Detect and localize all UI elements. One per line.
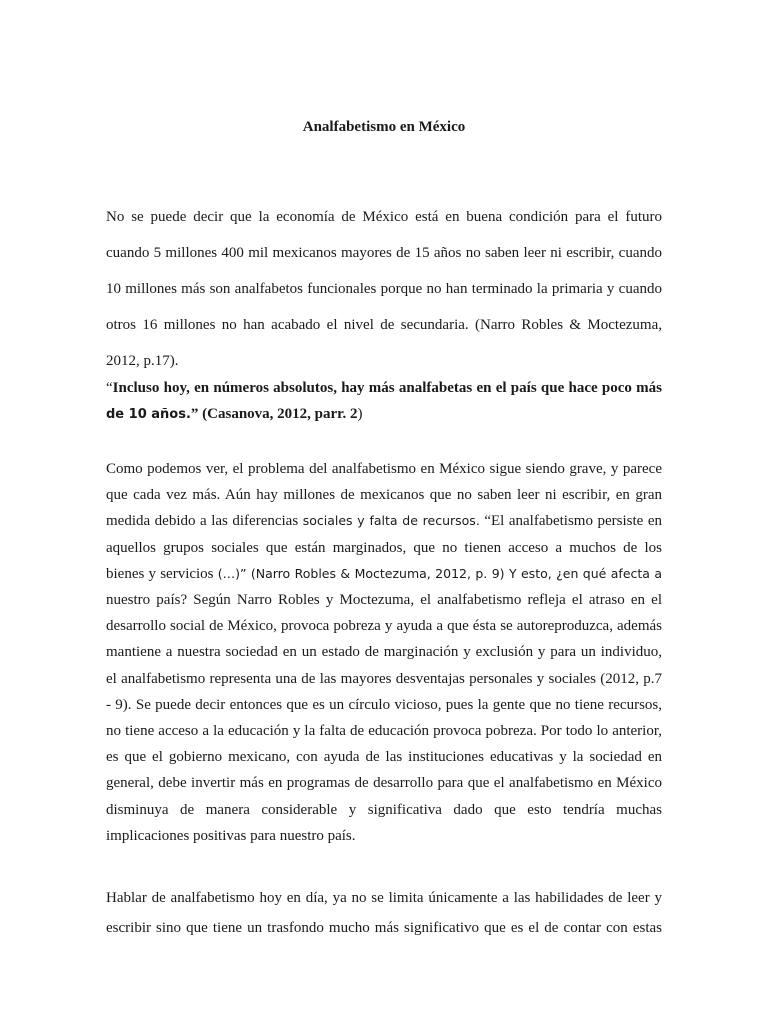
paragraph-1-line-2: cuando 5 millones 400 mil mexicanos mayores de 15 años no saben leer ni escribir, cuando: [106, 245, 662, 261]
document-title: Analfabetismo en México: [302, 119, 466, 135]
paragraph-2-line-9: el analfabetismo representa una de las mayores desventajas personales y sociales (2012, p.7: [106, 670, 662, 687]
quote-open-mark: “: [106, 380, 113, 396]
paragraph-2-line-3-a: medida debido a las diferencias: [106, 513, 299, 530]
paragraph-1-line-4: otros 16 millones no han acabado el nivel de secundaria. (Narro Robles & Moctezuma,: [106, 317, 662, 333]
paragraph-3-line-2: escribir sino que tiene un trasfondo mucho más significativo que es el de contar con estas: [106, 920, 662, 936]
paragraph-2-line-14: disminuya de manera considerable y significativa dado que esto tendría muchas: [106, 801, 662, 818]
paragraph-2-line-3-b: sociales y falta de recursos.: [302, 513, 480, 529]
paragraph-3-line-1: Hablar de analfabetismo hoy en día, ya no se limita únicamente a las habilidades de leer y: [106, 890, 662, 906]
paragraph-2-line-8: mantiene a nuestra sociedad en un estado de marginación y exclusión y para un individuo,: [106, 644, 662, 661]
paragraph-2-line-5-a: bienes y servicios: [106, 565, 214, 582]
paragraph-2-line-5-b: (…)” (Narro Robles & Moctezuma, 2012, p. 9) Y esto, ¿en qué afecta a: [217, 565, 663, 581]
paragraph-2-line-3-c: “El analfabetismo persiste en: [484, 513, 662, 530]
quote-citation: ” (Casanova, 2012, parr. 2: [190, 406, 358, 422]
paragraph-2-line-12: es que el gobierno mexicano, con ayuda de las instituciones educativas y la sociedad en: [106, 749, 662, 766]
paragraph-2-line-1: Como podemos ver, el problema del analfabetismo en México sigue siendo grave, y parece: [106, 461, 662, 477]
paragraph-2-line-5: [106, 561, 662, 587]
block-quote: [106, 375, 662, 428]
paragraph-2-line-10: - 9). Se puede decir entonces que es un círculo vicioso, pues la gente que no tiene recursos,: [106, 696, 662, 713]
paragraph-2-line-13: general, debe invertir más en programas de desarrollo para que el analfabetismo en México: [106, 775, 662, 792]
paragraph-2-line-7: desarrollo social de México, provoca pobreza y ayuda a que ésta se autoreproduzca, además: [106, 618, 662, 635]
quote-line-1: [106, 375, 662, 401]
paragraph-3: [106, 883, 662, 943]
paragraph-2-line-15: implicaciones positivas para nuestro país.: [106, 827, 356, 844]
quote-line-2: [106, 401, 662, 428]
paragraph-1: [106, 199, 662, 379]
paragraph-2: [106, 456, 662, 849]
quote-text-1: Incluso hoy, en números absolutos, hay más analfabetas en el país que hace poco más: [112, 380, 662, 396]
paragraph-1-line-5: 2012, p.17).: [106, 353, 179, 369]
paragraph-2-line-11: no tiene acceso a la educación y la falta de educación provoca pobreza. Por todo lo anterior,: [106, 723, 662, 740]
quote-citation-close: ): [357, 406, 363, 422]
paragraph-2-line-6: nuestro país? Según Narro Robles y Moctezuma, el analfabetismo refleja el atraso en el: [106, 592, 662, 609]
paragraph-2-line-4: aquellos grupos sociales que están marginados, que no tienen acceso a muchos de los: [106, 539, 662, 556]
paragraph-1-line-3: 10 millones más son analfabetos funcionales porque no han terminado la primaria y cuando: [106, 281, 662, 297]
paragraph-1-line-1: No se puede decir que la economía de México está en buena condición para el futuro: [106, 209, 662, 225]
paragraph-2-line-3: [106, 508, 662, 534]
paragraph-2-line-2: que cada vez más. Aún hay millones de mexicanos que no saben leer ni escribir, en gran: [106, 487, 662, 504]
quote-text-2: de 10 años.: [106, 407, 191, 422]
